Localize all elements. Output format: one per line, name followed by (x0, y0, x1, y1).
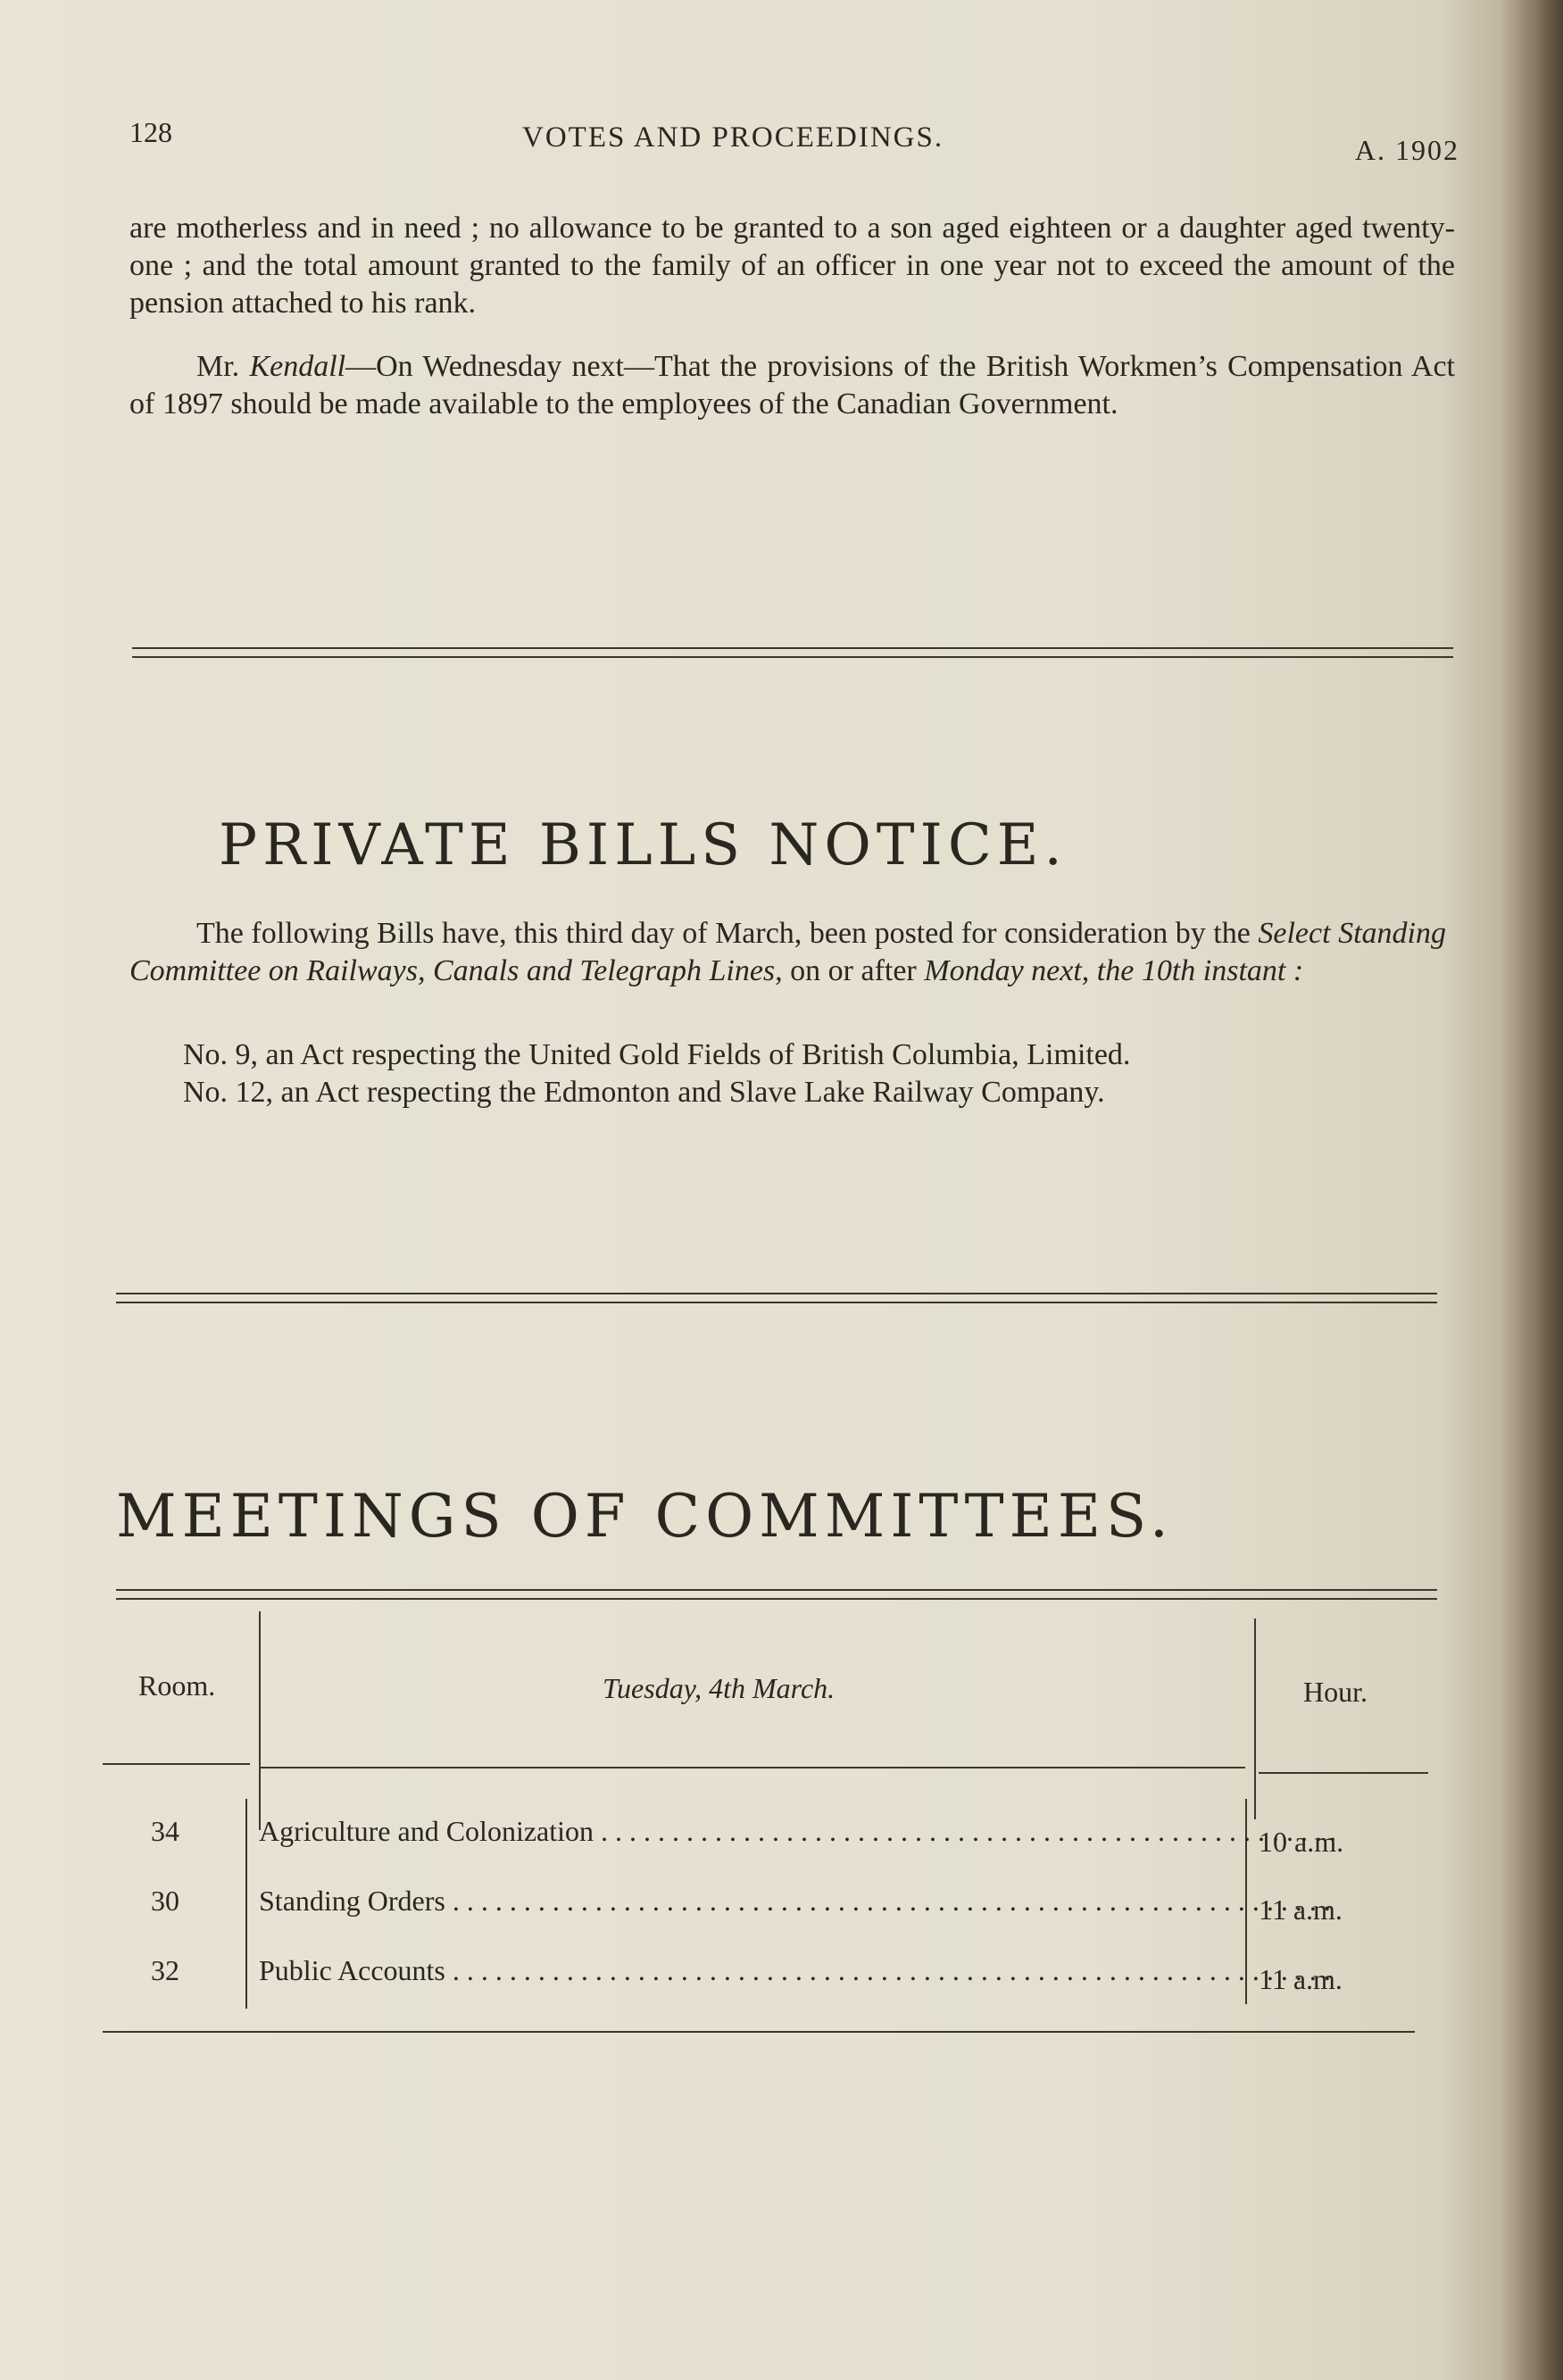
meeting-hour: 11 a.m. (1259, 1893, 1343, 1926)
column-header-day: Tuesday, 4th March. (603, 1672, 836, 1704)
table-row (103, 1815, 1433, 1858)
meetings-heading: MEETINGS OF COMMITTEES. (116, 1482, 1174, 1551)
room-number: 30 (151, 1885, 179, 1917)
header-rule (103, 1763, 250, 1765)
section-divider (116, 1293, 1437, 1303)
column-header-hour: Hour. (1303, 1676, 1368, 1708)
continued-paragraph: are motherless and in need ; no allowance to be granted to a son aged eighteen or a daughter aged twenty-one ; and the total amount granted to the family of an officer in one year not to exceed the amount of the pension attached to his rank. (129, 212, 1455, 320)
table-row (103, 1954, 1433, 1993)
bill-item: No. 9, an Act respecting the United Gold Fields of British Columbia, Limited. (183, 1038, 1131, 1071)
section-divider (132, 647, 1453, 658)
column-divider (1254, 1619, 1256, 1819)
bill-item: No. 12, an Act respecting the Edmonton and Slave Lake Railway Company. (183, 1076, 1105, 1109)
private-bills-intro (129, 915, 1446, 990)
header-rule (1259, 1772, 1428, 1774)
meeting-hour: 10 a.m. (1259, 1826, 1344, 1858)
page-number: 128 (129, 116, 172, 148)
private-bills-heading: PRIVATE BILLS NOTICE. (219, 812, 1068, 878)
room-number: 34 (151, 1815, 179, 1847)
session-year: A. 1902 (1354, 134, 1459, 166)
header-rule (259, 1767, 1245, 1768)
committee-name: Public Accounts . . . (259, 1954, 1334, 1987)
intro-part2: on or after (782, 954, 925, 987)
meeting-hour: 11 a.m. (1259, 1963, 1343, 1995)
table-top-rule (116, 1589, 1437, 1600)
committee-name: Standing Orders . . . (259, 1885, 1334, 1918)
motion-text: —On Wednesday next—That the provisions of the British Workmen’s Compensation Act of 1897 should be made available to the employees of the Canadian Government. (129, 350, 1456, 420)
column-header-room: Room. (138, 1669, 216, 1702)
motion-prefix: Mr. (196, 350, 250, 383)
page-header (129, 116, 1459, 166)
committee-name: Agriculture and Colonization . . . (259, 1815, 1334, 1848)
member-name: Kendall (249, 350, 346, 383)
intro-part1: The following Bills have, this third day of March, been posted for consideration by the (196, 917, 1259, 950)
page-edge-shadow (1501, 0, 1563, 2380)
room-number: 32 (151, 1954, 179, 1986)
kendall-motion (129, 348, 1455, 423)
date-text: Monday next, the 10th instant : (924, 954, 1304, 987)
running-title: VOTES AND PROCEEDINGS. (522, 121, 944, 154)
column-divider (259, 1611, 261, 1830)
committee-name: Select Standing Committee on Railways, Canals and Telegraph Lines, (129, 917, 1446, 987)
meetings-table (103, 1611, 1433, 2040)
table-row (103, 1885, 1433, 1924)
table-bottom-rule (103, 2031, 1415, 2033)
